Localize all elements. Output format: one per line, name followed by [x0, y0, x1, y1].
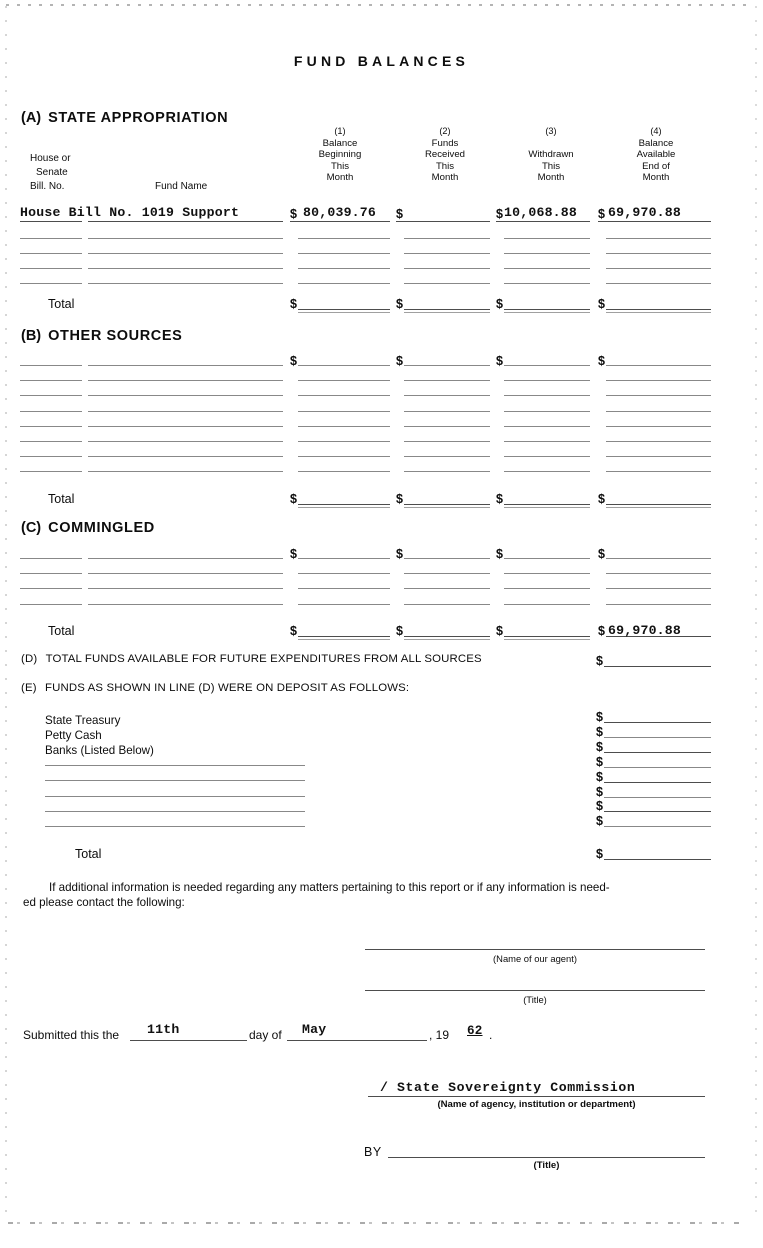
bill-no-line-1: House or — [30, 153, 71, 164]
dollar-sign: $ — [496, 207, 503, 221]
rule-line[interactable] — [88, 253, 283, 254]
rule-line[interactable] — [504, 395, 590, 396]
rule-line[interactable] — [404, 588, 490, 589]
rule-line[interactable] — [404, 558, 490, 559]
by-title-caption: (Title) — [533, 1160, 560, 1171]
rule-line[interactable] — [606, 588, 711, 589]
rule-line[interactable] — [604, 752, 711, 753]
submitted-prefix: Submitted this the — [23, 1028, 120, 1042]
year-prefix-label: , 19 — [429, 1028, 450, 1042]
rule-line[interactable] — [20, 221, 82, 222]
submitted-month-value[interactable]: May — [302, 1022, 327, 1037]
rule-line[interactable] — [20, 268, 82, 269]
rule-line[interactable] — [606, 558, 711, 559]
rule-line[interactable] — [604, 767, 711, 768]
rule-line[interactable] — [404, 507, 490, 508]
column-header-1 — [288, 126, 392, 184]
rule-line[interactable] — [504, 456, 590, 457]
entry-col3-a1[interactable]: 10,068.88 — [504, 205, 578, 220]
dollar-sign: $ — [290, 624, 297, 638]
rule-line[interactable] — [404, 639, 490, 640]
dollar-sign: $ — [596, 740, 603, 754]
year-suffix-label: . — [489, 1028, 493, 1042]
rule-line[interactable] — [88, 588, 283, 589]
rule-line[interactable] — [88, 283, 283, 284]
col1-line-4: Month — [326, 172, 354, 184]
rule-line[interactable] — [45, 796, 305, 797]
rule-line[interactable] — [504, 268, 590, 269]
section-d-dollar-sign: $ — [596, 654, 603, 668]
col3-number: (3) — [545, 126, 557, 136]
rule-line[interactable] — [504, 283, 590, 284]
section-c-total-label: Total — [48, 624, 75, 638]
rule-line[interactable] — [504, 441, 590, 442]
dollar-sign: $ — [598, 547, 605, 561]
rule-line[interactable] — [298, 395, 390, 396]
rule-line[interactable] — [404, 283, 490, 284]
column-header-bill-no — [30, 152, 71, 195]
rule-line[interactable] — [606, 573, 711, 574]
dollar-sign: $ — [598, 354, 605, 368]
agency-name-caption: (Name of agency, institution or department) — [437, 1099, 636, 1110]
rule-line[interactable] — [504, 426, 590, 427]
entry-fund-name-a1[interactable]: House Bill No. 1019 Support — [20, 205, 240, 220]
bill-no-line-2: Senate — [36, 167, 68, 179]
dollar-sign: $ — [598, 492, 605, 506]
dollar-sign: $ — [496, 547, 503, 561]
column-header-2 — [393, 126, 497, 184]
col1-number: (1) — [334, 126, 346, 136]
contact-paragraph-line-1: If additional information is needed regarding any matters pertaining to this report or if any information is need- — [49, 881, 610, 894]
rule-line[interactable] — [504, 380, 590, 381]
col1-line-2: Beginning — [318, 149, 362, 161]
page-title: FUND BALANCES — [293, 53, 470, 69]
rule-line[interactable] — [298, 283, 390, 284]
rule-line[interactable] — [606, 395, 711, 396]
dollar-sign: $ — [290, 492, 297, 506]
column-header-4 — [604, 126, 708, 184]
rule-line[interactable] — [606, 309, 711, 310]
rule-line[interactable] — [298, 312, 390, 313]
rule-line[interactable] — [606, 365, 711, 366]
rule-line[interactable] — [88, 268, 283, 269]
entry-col1-a1[interactable]: 80,039.76 — [303, 205, 377, 220]
rule-line[interactable] — [298, 507, 390, 508]
dollar-sign: $ — [598, 297, 605, 311]
rule-line[interactable] — [298, 471, 390, 472]
section-e-total-label: Total — [75, 847, 102, 861]
rule-line[interactable] — [88, 221, 283, 222]
dollar-sign: $ — [396, 624, 403, 638]
col4-number: (4) — [650, 126, 662, 136]
section-a-total-label: Total — [48, 297, 75, 311]
rule-line[interactable] — [45, 765, 305, 766]
rule-line[interactable] — [88, 456, 283, 457]
agent-title-line[interactable] — [365, 990, 705, 991]
rule-line[interactable] — [504, 504, 590, 505]
day-of-label: day of — [249, 1028, 282, 1042]
rule-line[interactable] — [504, 558, 590, 559]
deposit-label-petty-cash: Petty Cash — [45, 729, 102, 742]
rule-line[interactable] — [298, 441, 390, 442]
rule-line[interactable] — [606, 312, 711, 313]
deposit-label-banks: Banks (Listed Below) — [45, 744, 154, 757]
bill-no-line-3: Bill. No. — [30, 181, 65, 193]
col2-line-1: Funds — [431, 137, 459, 149]
rule-line[interactable] — [404, 309, 490, 310]
section-e-total-line[interactable] — [604, 859, 711, 860]
rule-line[interactable] — [88, 471, 283, 472]
rule-line[interactable] — [504, 507, 590, 508]
rule-line[interactable] — [298, 456, 390, 457]
rule-line[interactable] — [88, 426, 283, 427]
section-e-letter: (E) — [21, 682, 37, 694]
col4-line-3: End of — [642, 160, 670, 172]
rule-line[interactable] — [298, 588, 390, 589]
agency-name-value[interactable]: / State Sovereignty Commission — [380, 1080, 636, 1095]
col2-line-4: Month — [431, 172, 459, 184]
by-label: BY — [364, 1145, 382, 1159]
rule-line[interactable] — [298, 411, 390, 412]
rule-line[interactable] — [404, 441, 490, 442]
dollar-sign: $ — [290, 354, 297, 368]
rule-line[interactable] — [20, 471, 82, 472]
dollar-sign: $ — [496, 624, 503, 638]
rule-line[interactable] — [20, 588, 82, 589]
dollar-sign: $ — [496, 297, 503, 311]
column-header-fund-name: Fund Name — [155, 181, 208, 192]
rule-line[interactable] — [20, 411, 82, 412]
section-c-heading — [21, 520, 155, 536]
rule-line[interactable] — [396, 221, 490, 222]
dollar-sign: $ — [496, 492, 503, 506]
rule-line[interactable] — [88, 558, 283, 559]
section-e-title: FUNDS AS SHOWN IN LINE (D) WERE ON DEPOSIT AS FOLLOWS: — [44, 682, 410, 694]
rule-line[interactable] — [404, 426, 490, 427]
section-a-title: STATE APPROPRIATION — [48, 110, 229, 126]
column-header-3 — [499, 126, 603, 184]
col3-line-3: This — [541, 160, 561, 172]
section-b-heading — [21, 328, 182, 344]
agent-title-caption: (Title) — [523, 994, 547, 1005]
rule-line[interactable] — [404, 380, 490, 381]
rule-line[interactable] — [298, 426, 390, 427]
dollar-sign: $ — [290, 547, 297, 561]
dollar-sign: $ — [596, 725, 603, 739]
rule-line[interactable] — [504, 604, 590, 605]
col3-line-1 — [499, 138, 603, 150]
day-blank-line[interactable] — [130, 1040, 247, 1041]
rule-line[interactable] — [20, 395, 82, 396]
dollar-sign: $ — [396, 354, 403, 368]
col4-line-4: Month — [642, 172, 670, 184]
rule-line[interactable] — [504, 238, 590, 239]
rule-line[interactable] — [88, 604, 283, 605]
rule-line[interactable] — [504, 365, 590, 366]
by-title-line[interactable] — [388, 1157, 705, 1158]
section-d-letter: (D) — [21, 653, 38, 665]
rule-line[interactable] — [20, 426, 82, 427]
rule-line[interactable] — [404, 253, 490, 254]
dollar-sign: $ — [496, 354, 503, 368]
contact-paragraph-line-2: ed please contact the following: — [23, 896, 185, 909]
agent-name-caption: (Name of our agent) — [493, 953, 577, 964]
rule-line[interactable] — [88, 365, 283, 366]
entry-section-c-total-col4[interactable]: 69,970.88 — [608, 623, 682, 638]
rule-line[interactable] — [606, 604, 711, 605]
col4-line-2: Available — [636, 149, 676, 161]
rule-line[interactable] — [604, 782, 711, 783]
dollar-sign: $ — [290, 297, 297, 311]
rule-line[interactable] — [604, 797, 711, 798]
rule-line[interactable] — [88, 380, 283, 381]
scan-edge-left — [5, 6, 7, 1222]
dollar-sign: $ — [596, 785, 603, 799]
agent-name-line[interactable] — [365, 949, 705, 950]
dollar-sign: $ — [396, 207, 403, 221]
rule-line[interactable] — [404, 504, 490, 505]
rule-line[interactable] — [298, 253, 390, 254]
rule-line[interactable] — [496, 221, 590, 222]
rule-line[interactable] — [290, 221, 390, 222]
rule-line[interactable] — [404, 604, 490, 605]
col1-line-3: This — [330, 160, 350, 172]
dollar-sign: $ — [596, 770, 603, 784]
section-a-letter: (A) — [21, 110, 42, 126]
rule-line[interactable] — [404, 411, 490, 412]
rule-line[interactable] — [606, 283, 711, 284]
rule-line[interactable] — [504, 309, 590, 310]
dollar-sign: $ — [396, 547, 403, 561]
dollar-sign: $ — [596, 799, 603, 813]
rule-line[interactable] — [298, 309, 390, 310]
rule-line[interactable] — [298, 504, 390, 505]
rule-line[interactable] — [20, 441, 82, 442]
rule-line[interactable] — [504, 312, 590, 313]
rule-line[interactable] — [45, 811, 305, 812]
section-d-title: TOTAL FUNDS AVAILABLE FOR FUTURE EXPENDITURES FROM ALL SOURCES — [45, 653, 482, 665]
dollar-sign: $ — [596, 814, 603, 828]
rule-line[interactable] — [504, 588, 590, 589]
section-b-title: OTHER SOURCES — [48, 328, 183, 344]
rule-line[interactable] — [404, 238, 490, 239]
rule-line[interactable] — [606, 268, 711, 269]
col1-line-1: Balance — [322, 137, 358, 149]
rule-line[interactable] — [606, 441, 711, 442]
rule-line[interactable] — [20, 238, 82, 239]
rule-line[interactable] — [606, 380, 711, 381]
col2-line-2: Received — [425, 149, 465, 161]
dollar-sign: $ — [396, 492, 403, 506]
rule-line[interactable] — [604, 826, 711, 827]
section-d-heading — [21, 653, 482, 665]
rule-line[interactable] — [20, 573, 82, 574]
rule-line[interactable] — [504, 639, 590, 640]
section-c-title: COMMINGLED — [48, 520, 155, 536]
rule-line[interactable] — [20, 253, 82, 254]
rule-line[interactable] — [606, 238, 711, 239]
scan-edge-bottom — [8, 1222, 743, 1224]
rule-line[interactable] — [606, 471, 711, 472]
rule-line[interactable] — [606, 456, 711, 457]
col2-number: (2) — [439, 126, 451, 136]
section-b-letter: (B) — [21, 328, 42, 344]
rule-line[interactable] — [298, 573, 390, 574]
rule-line[interactable] — [606, 411, 711, 412]
col2-line-3: This — [435, 160, 455, 172]
col3-line-4: Month — [537, 172, 565, 184]
rule-line[interactable] — [20, 558, 82, 559]
rule-line[interactable] — [298, 268, 390, 269]
rule-line[interactable] — [88, 441, 283, 442]
dollar-sign: $ — [598, 207, 605, 221]
scan-edge-top — [6, 4, 754, 6]
section-e-total-dollar-sign: $ — [596, 847, 603, 861]
rule-line[interactable] — [88, 573, 283, 574]
rule-line[interactable] — [598, 221, 711, 222]
rule-line[interactable] — [20, 283, 82, 284]
dollar-sign: $ — [598, 624, 605, 638]
section-d-amount-line[interactable] — [604, 666, 711, 667]
deposit-label-state-treasury: State Treasury — [45, 714, 121, 727]
rule-line[interactable] — [298, 639, 390, 640]
rule-line[interactable] — [298, 380, 390, 381]
rule-line[interactable] — [20, 456, 82, 457]
rule-line[interactable] — [606, 507, 711, 508]
agency-name-line[interactable] — [368, 1096, 705, 1097]
rule-line[interactable] — [45, 826, 305, 827]
rule-line[interactable] — [404, 471, 490, 472]
rule-line[interactable] — [88, 395, 283, 396]
rule-line[interactable] — [298, 604, 390, 605]
contact-paragraph — [23, 880, 723, 910]
rule-line[interactable] — [20, 604, 82, 605]
rule-line[interactable] — [606, 426, 711, 427]
rule-line[interactable] — [504, 636, 590, 637]
section-a-heading — [21, 110, 228, 126]
rule-line[interactable] — [20, 380, 82, 381]
rule-line[interactable] — [404, 456, 490, 457]
rule-line[interactable] — [504, 573, 590, 574]
dollar-sign: $ — [596, 755, 603, 769]
rule-line[interactable] — [20, 365, 82, 366]
rule-line[interactable] — [404, 268, 490, 269]
rule-line[interactable] — [404, 312, 490, 313]
entry-col4-a1[interactable]: 69,970.88 — [608, 205, 682, 220]
rule-line[interactable] — [45, 780, 305, 781]
section-b-total-label: Total — [48, 492, 75, 506]
rule-line[interactable] — [504, 411, 590, 412]
submitted-year-value[interactable]: 62 — [467, 1024, 483, 1038]
submitted-day-value[interactable]: 11th — [147, 1022, 180, 1037]
rule-line[interactable] — [606, 504, 711, 505]
section-c-letter: (C) — [21, 520, 42, 536]
rule-line[interactable] — [604, 737, 711, 738]
dollar-sign: $ — [396, 297, 403, 311]
rule-line[interactable] — [404, 365, 490, 366]
rule-line[interactable] — [404, 573, 490, 574]
rule-line[interactable] — [604, 811, 711, 812]
rule-line[interactable] — [404, 395, 490, 396]
month-blank-line[interactable] — [287, 1040, 427, 1041]
section-e-heading — [21, 682, 409, 694]
rule-line[interactable] — [298, 558, 390, 559]
rule-line[interactable] — [88, 238, 283, 239]
scan-edge-right — [755, 6, 757, 1222]
rule-line[interactable] — [88, 411, 283, 412]
rule-line[interactable] — [604, 722, 711, 723]
rule-line[interactable] — [504, 471, 590, 472]
dollar-sign: $ — [290, 207, 297, 221]
col3-line-2: Withdrawn — [528, 149, 574, 161]
dollar-sign: $ — [596, 710, 603, 724]
rule-line[interactable] — [504, 253, 590, 254]
rule-line[interactable] — [298, 365, 390, 366]
col4-line-1: Balance — [638, 137, 674, 149]
rule-line[interactable] — [404, 636, 490, 637]
rule-line[interactable] — [298, 238, 390, 239]
rule-line[interactable] — [298, 636, 390, 637]
rule-line[interactable] — [606, 253, 711, 254]
